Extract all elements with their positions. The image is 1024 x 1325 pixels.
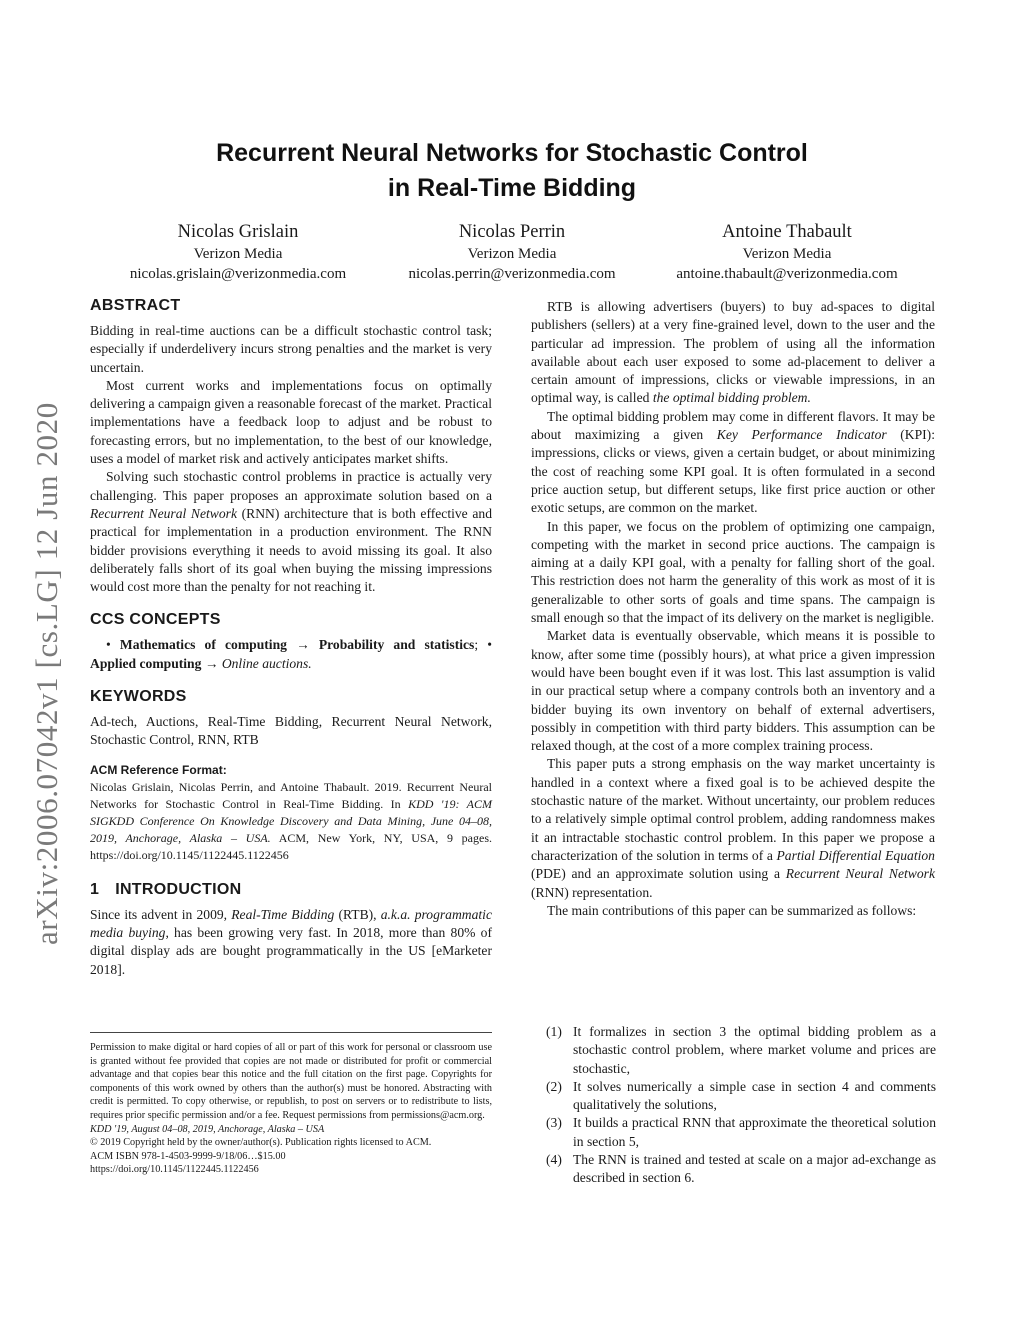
author-name: Nicolas Grislain <box>177 222 299 242</box>
keywords-heading: KEYWORDS <box>90 688 187 706</box>
author-name: Antoine Thabault <box>722 222 852 242</box>
permission-text: Permission to make digital or hard copies of all or part of this work for personal or classroom use is granted without fee provided that copies are not made or distributed for profit or commercial advantage and that copies bear this notice and the full citation on the first page. Copyrights for components of this work owned by others than the author(s) must be honored. Abstracting with credit is permitted. To copy otherwise, or republish, to post on servers or to redistribute to lists, requires prior specific permission and/or a fee. Request permissions from permissions@acm.org. <box>90 1042 492 1121</box>
author-block <box>0 220 1024 290</box>
doi-text: https://doi.org/10.1145/1122445.1122456 <box>90 1164 259 1176</box>
body-paragraph-4: Market data is eventually observable, which means it is possible to know, after some time (possibly hours), at what price a given impression would have been bought even if it was lost. This last assumption is valid in our practical setup where a company controls both an inventory and a bidder buying its own inventory on behalf of external advertisers, possibly in competition with third party bidders. This assumption can be relaxed though, at the cost of a more complex training process. <box>531 628 935 754</box>
copyright-text: © 2019 Copyright held by the owner/author(s). Publication rights licensed to ACM. <box>90 1137 432 1149</box>
acm-reference: Nicolas Grislain, Nicolas Perrin, and Antoine Thabault. 2019. Recurrent Neural Networks for Stochastic Control in Real-Time Bidding. In KDD '19: ACM SIGKDD Conference On Knowledge Discovery and Data Mining, June 04–08, 2019, Anchorage, Alaska – USA. ACM, New York, NY, USA, 9 pages. https://doi.org/10.1145/1122445.1122456 <box>90 779 493 862</box>
body-paragraph-2: The optimal bidding problem may come in different flavors. It may be about maximizing a given Key Performance Indicator (KPI): impressions, clicks or views, given a certain budget, or about minimizing the cost of reaching some KPI goal. It is often formulated in a second price auction setup, but different setups, like first price auction or other exotic setups, are common on the market. <box>531 408 935 516</box>
list-item: (2) It solves numerically a simple case in section 4 and comments qualitatively the solutions, <box>546 1078 936 1113</box>
title-line-1: Recurrent Neural Networks for Stochastic Control <box>216 139 808 167</box>
introduction-paragraph-1: Since its advent in 2009, Real-Time Bidding (RTB), a.k.a. programmatic media buying, has been growing very fast. In 2018, more than 80% of digital display ads are bought programmatically in the US [eMarketer 2018]. <box>90 906 492 977</box>
author-email: nicolas.grislain@verizonmedia.com <box>129 266 347 282</box>
author-3 <box>637 220 937 284</box>
list-item: (1) It formalizes in section 3 the optimal bidding problem as a stochastic control problem, where market volume and prices are stochastic, <box>546 1024 936 1076</box>
body-paragraph-5: This paper puts a strong emphasis on the way market uncertainty is handled in a context where a fixed goal is to be achieved despite the stochastic nature of the market. Without uncertainty, our problem reduces to a relatively simple optimal control problem, adding randomness makes it an intractable stochastic control problem. In this paper we propose a characterization of the solution in terms of a Partial Differential Equation (PDE) and an approximate solution using a Recurrent Neural Network (RNN) representation. <box>531 756 935 900</box>
abstract-paragraph-3: Solving such stochastic control problems in practice is actually very challenging. This paper proposes an approximate solution based on a Recurrent Neural Network (RNN) architecture that is both effective and practical for implementation in a production environment. The RNN bidder provisions everything it needs to avoid missing its goal. It also deliberately falls short of its goal when buying the missing impressions would cost more than the penalty for not reaching it. <box>90 469 492 595</box>
permission-footnote <box>90 1032 492 1177</box>
venue-text: KDD '19, August 04–08, 2019, Anchorage, Alaska – USA <box>90 1123 325 1135</box>
abstract-paragraph-2: Most current works and implementations focus on optimally delivering a campaign given a reasonable forecast of the market. Practical implementations have a feedback loop to adjust and be robust to forecasting errors, but no implementation, to the best of our knowledge, uses a model of market risk and actively anticipates market shifts. <box>90 377 492 467</box>
author-email: nicolas.perrin@verizonmedia.com <box>408 266 616 282</box>
left-column <box>90 296 492 979</box>
keywords-text: Ad-tech, Auctions, Real-Time Bidding, Recurrent Neural Network, Stochastic Control, RNN, RTB <box>90 714 492 748</box>
author-affiliation: Verizon Media <box>467 246 557 262</box>
ccs-heading: CCS CONCEPTS <box>90 611 221 629</box>
title-line-2: in Real-Time Bidding <box>387 174 637 202</box>
ccs-concepts: • Mathematics of computing → Probability and statistics; • Applied computing → Online auctions. <box>90 637 493 671</box>
author-2 <box>362 220 662 284</box>
body-paragraph-6: The main contributions of this paper can be summarized as follows: <box>547 902 917 918</box>
paper-title <box>110 136 914 206</box>
abstract-heading: ABSTRACT <box>90 297 181 314</box>
author-affiliation: Verizon Media <box>742 246 832 262</box>
contributions-list <box>546 1023 936 1188</box>
list-item: (4) The RNN is trained and tested at scale on a major ad-exchange as described in section 6. <box>546 1152 936 1186</box>
author-email: antoine.thabault@verizonmedia.com <box>676 266 898 282</box>
introduction-heading: 1 INTRODUCTION <box>90 880 242 898</box>
author-name: Nicolas Perrin <box>458 222 566 242</box>
abstract-paragraph-1: Bidding in real-time auctions can be a difficult stochastic control task; especially if underdelivery incurs strong penalties and the market is very uncertain. <box>90 323 492 375</box>
list-item: (3) It builds a practical RNN that approximate the theoretical solution in section 5, <box>546 1115 936 1149</box>
author-1 <box>88 220 388 284</box>
isbn-text: ACM ISBN 978-1-4503-9999-9/18/06…$15.00 <box>90 1150 286 1162</box>
acm-ref-heading: ACM Reference Format: <box>90 762 227 777</box>
right-column <box>531 298 935 920</box>
arxiv-identifier: arXiv:2006.07042v1 [cs.LG] 12 Jun 2020 <box>29 402 64 945</box>
body-paragraph-1: RTB is allowing advertisers (buyers) to buy ad-spaces to digital publishers (sellers) at a very fine-grained level, down to the user and the particular ad impression. The problem of using all the information available about each user exposed to some ad-placement to deliver a certain amount of impressions, clicks or viewable impressions, in an optimal way, is called the optimal bidding problem. <box>531 299 935 406</box>
author-affiliation: Verizon Media <box>193 246 283 262</box>
body-paragraph-3: In this paper, we focus on the problem of optimizing one campaign, competing with the market in second price auctions. The campaign is aiming at a daily KPI goal, with a penalty for falling short of the goal. This restriction does not harm the generality of this work as most of it is generalizable to other sorts of goals and time spans. The campaign is small enough so that the impact of its delivery on the market is negligible. <box>531 518 935 626</box>
